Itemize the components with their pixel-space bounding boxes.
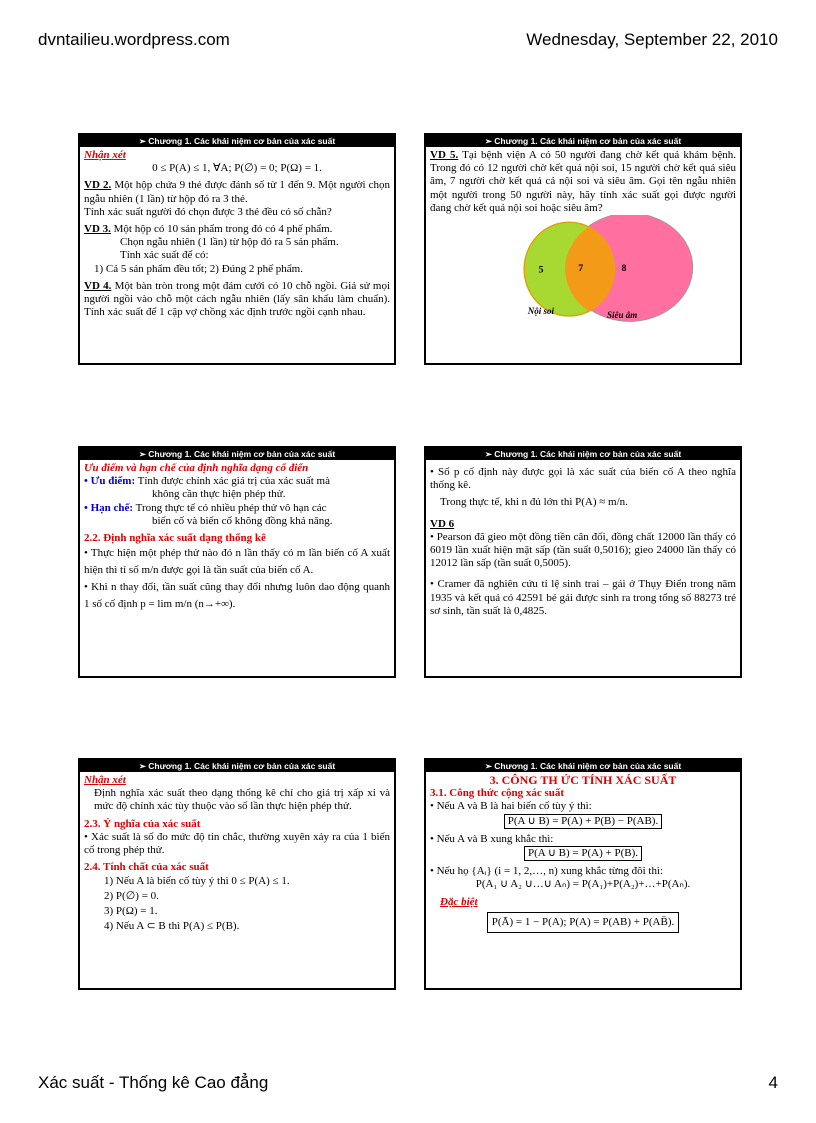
section-3-1: 3.1. Công thức cộng xác suất xyxy=(430,787,565,800)
pearson-example: • Pearson đã gieo một đồng tiền cân đối, đồng chất 12000 lần thấy có 6019 lần xuất hiện mặt sấp (tần suất 0,5016); gieo 24000 lần thấy có 12012 lần sấp (tần suất 0,5005). xyxy=(430,530,736,570)
uu-diem-cont: không cần thực hiện phép thử. xyxy=(152,488,286,501)
approx-formula: Trong thực tế, khi n đủ lớn thì P(A) ≈ m/n. xyxy=(440,496,628,509)
slide-title: ➢ Chương 1. Các khái niệm cơ bản của xác suất xyxy=(80,448,394,460)
slide-2 xyxy=(424,133,742,365)
section-2-3: 2.3. Ý nghĩa của xác suất xyxy=(84,817,201,830)
formula-complement: P(Ā) = 1 − P(A); P(A) = P(AB) + P(AB̄). xyxy=(487,912,679,933)
venn-right-value: 8 xyxy=(621,262,627,274)
dac-biet: Đặc biệt xyxy=(440,895,478,908)
property-4: 4) Nếu A ⊂ B thì P(A) ≤ P(B). xyxy=(104,920,240,933)
vd5: VD 5. Tại bệnh viện A có 50 người đang chờ kết quả khám bệnh. Trong đó có 12 người chờ kết quả nội soi, 15 người chờ kết quả siêu âm, 7 người chờ kết quả cả nội soi và siêu âm. Gọi tên ngẫu nhiên một người trong 50 người này, hãy tính xác suất gọi được người đang chờ kết quả nội soi hoặc siêu âm? xyxy=(430,149,737,214)
tan-suat-limit: • Khi n thay đổi, tần suất cũng thay đổi nhưng luôn dao động quanh 1 số cố định p = lim m/n (n→+∞). xyxy=(84,581,390,611)
vd3: VD 3. Một hộp có 10 sản phẩm trong đó có 4 phế phẩm. xyxy=(84,223,333,236)
vd6-label: VD 6 xyxy=(430,517,455,530)
slide-3 xyxy=(78,446,396,678)
venn-right-label: Siêu âm xyxy=(607,309,638,320)
heading-uu-diem: Ưu điểm và hạn chế của định nghĩa dạng cổ điển xyxy=(84,462,309,474)
cong-p1: • Nếu A và B là hai biến cố tùy ý thì: xyxy=(430,800,592,813)
han-che-cont: biến cố và biến cố không đồng khả năng. xyxy=(152,514,333,527)
vd4: VD 4. Một bàn tròn trong một đám cưới có 10 chỗ ngồi. Giả sử mọi người ngồi vào chỗ một cách ngẫu nhiên (lấy sân khấu làm chuẩn). Tính xác suất để 1 cặp vợ chồng xác định trước ngồi cạnh nhau. xyxy=(84,279,391,319)
slide-title: ➢ Chương 1. Các khái niệm cơ bản của xác suất xyxy=(426,448,740,460)
slide-title: ➢ Chương 1. Các khái niệm cơ bản của xác suất xyxy=(426,760,740,772)
thong-ke-def: • Số p cố định này được gọi là xác suất của biến cố A theo nghĩa thống kê. xyxy=(430,466,736,492)
slide-5 xyxy=(78,758,396,990)
property-2: 2) P(∅) = 0. xyxy=(104,890,159,903)
slide-title: ➢ Chương 1. Các khái niệm cơ bản của xác suất xyxy=(426,135,740,147)
section-3-heading: 3. CÔNG TH ỨC TÍNH XÁC SUẤT xyxy=(489,773,677,787)
slide-6 xyxy=(424,758,742,990)
header-site: dvntailieu.wordpress.com xyxy=(38,30,230,49)
nhan-xet-text: Định nghĩa xác suất theo dạng thống kê chỉ cho giá trị xấp xỉ và mức độ chính xác tùy thuộc vào số lần thực hiện phép thử. xyxy=(94,787,390,813)
venn-mid-value: 7 xyxy=(578,262,584,274)
vd2-question: Tính xác suất người đó chọn được 3 thẻ đều có số chẵn? xyxy=(84,205,332,218)
venn-left-label: Nội soi xyxy=(527,306,554,317)
han-che: • Hạn chế: Trong thực tế có nhiều phép thử vô hạn các xyxy=(84,501,327,514)
section-2-2: 2.2. Định nghĩa xác suất dạng thống kê xyxy=(84,532,266,545)
cong-p3: • Nếu họ {Aᵢ} (i = 1, 2,…, n) xung khắc từng đôi thì: xyxy=(430,865,664,878)
probability-bounds: 0 ≤ P(A) ≤ 1, ∀A; P(∅) = 0; P(Ω) = 1. xyxy=(152,162,322,175)
y-nghia-text: • Xác suất là số đo mức độ tin chắc, thường xuyên xảy ra của 1 biến cố trong phép thử. xyxy=(84,830,390,857)
vd3-line4: 1) Cả 5 sản phẩm đều tốt; 2) Đúng 2 phế phẩm. xyxy=(94,262,303,275)
header-date: Wednesday, September 22, 2010 xyxy=(526,30,778,49)
formula-family: P(A₁ ∪ A₂ ∪…∪ Aₙ) = P(A₁)+P(A₂)+…+P(Aₙ). xyxy=(475,878,691,891)
slide-1 xyxy=(78,133,396,365)
nhan-xet-heading: Nhận xét xyxy=(84,149,126,161)
footer-course: Xác suất - Thống kê Cao đẳng xyxy=(38,1073,269,1092)
venn-left-value: 5 xyxy=(538,264,544,276)
property-3: 3) P(Ω) = 1. xyxy=(104,905,158,918)
nhan-xet-heading: Nhận xét xyxy=(84,774,126,786)
slide-title: ➢ Chương 1. Các khái niệm cơ bản của xác suất xyxy=(80,760,394,772)
slide-4 xyxy=(424,446,742,678)
slide-title: ➢ Chương 1. Các khái niệm cơ bản của xác suất xyxy=(80,135,394,147)
property-1: 1) Nếu A là biến cố tùy ý thì 0 ≤ P(A) ≤ 1. xyxy=(104,875,290,888)
formula-union: P(A ∪ B) = P(A) + P(B) − P(AB). xyxy=(504,814,662,829)
vd3-line2: Chọn ngẫu nhiên (1 lần) từ hộp đó ra 5 sản phẩm. xyxy=(120,236,339,249)
section-2-4: 2.4. Tính chất của xác suất xyxy=(84,861,209,874)
vd3-line3: Tính xác suất để có: xyxy=(120,249,209,262)
formula-disjoint: P(A ∪ B) = P(A) + P(B). xyxy=(524,846,642,861)
uu-diem: • Ưu điểm: Tính được chính xác giá trị của xác suất mà xyxy=(84,475,330,488)
venn-diagram xyxy=(430,215,730,325)
footer-page-number: 4 xyxy=(768,1073,778,1092)
vd2: VD 2. Một hộp chứa 9 thẻ được đánh số từ 1 đến 9. Một người chọn ngẫu nhiên (1 lần) từ hộp đó ra 3 thẻ. xyxy=(84,179,391,205)
cong-p2: • Nếu A và B xung khắc thì: xyxy=(430,832,554,845)
tan-suat-def: • Thực hiện một phép thử nào đó n lần thấy có m lần biến cố A xuất hiện thì tỉ số m/n được gọi là tần suất của biến cố A. xyxy=(84,547,390,577)
cramer-example: • Cramer đã nghiên cứu tỉ lệ sinh trai – gái ở Thụy Điển trong năm 1935 và kết quả có 42591 bé gái được sinh ra trong tổng số 88273 trẻ sơ sinh, tần suất là 0,4825. xyxy=(430,578,736,617)
